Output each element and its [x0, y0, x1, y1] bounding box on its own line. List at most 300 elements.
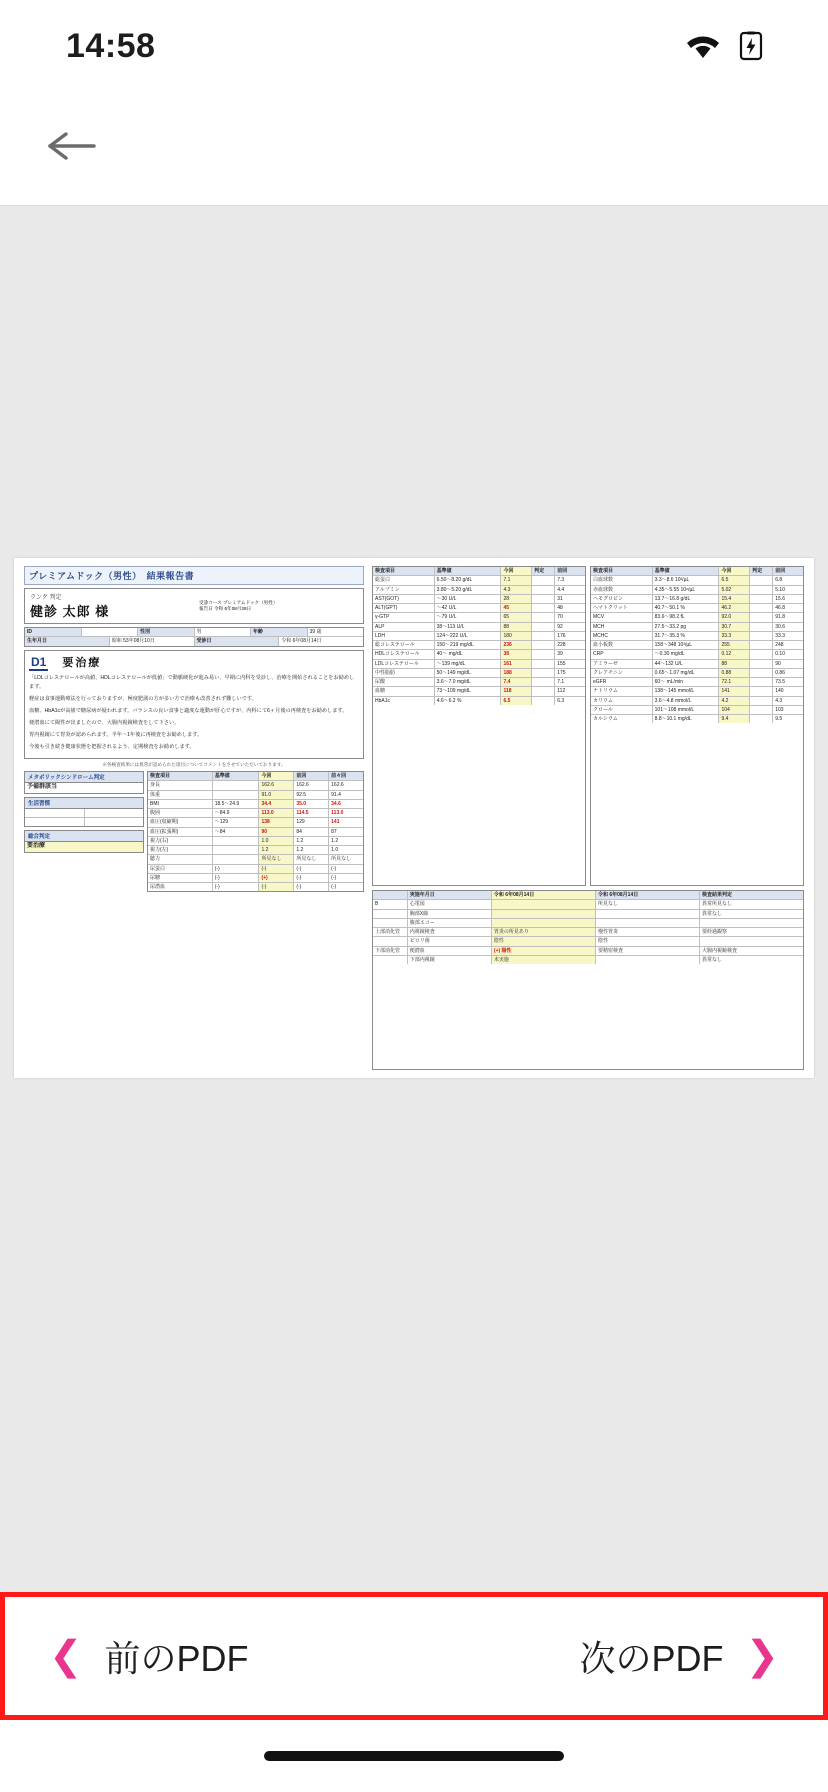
cell: ～42 U/L: [435, 604, 502, 612]
table-row: [373, 910, 803, 919]
cell: 6.5: [501, 697, 532, 705]
cell: 異常なし: [701, 956, 722, 963]
cell: MCH: [591, 623, 653, 631]
cell: 8.8～10.1 mg/dL: [653, 715, 720, 723]
cell: クロール: [591, 706, 653, 714]
cell: 141: [331, 819, 340, 826]
cell: 87: [331, 828, 337, 835]
cell: 9.4: [719, 715, 750, 723]
table-header-row: [148, 772, 363, 781]
cell: 要経過観察: [701, 929, 727, 935]
cell: 90: [259, 828, 294, 836]
cell: アルブミン: [373, 586, 435, 594]
cell: (-): [294, 865, 329, 873]
table-row: [373, 623, 585, 632]
table-row: [591, 576, 803, 585]
cell: [532, 678, 555, 686]
cell: 138: [259, 818, 294, 826]
home-indicator-area: [0, 1720, 828, 1792]
cell: ナトリウム: [591, 687, 653, 695]
cell: [750, 586, 773, 594]
document-title: プレミアムドック（男性） 結果報告書: [24, 566, 364, 585]
cell: 1.0: [331, 847, 339, 854]
cell: [750, 641, 773, 649]
cell: 35.0: [294, 800, 329, 808]
exam-date-value: 令和 6年08月14日: [281, 638, 322, 645]
cell: 上部消化管: [373, 928, 408, 936]
cell: [213, 791, 260, 799]
cell: 28: [501, 595, 532, 603]
cell: (-): [294, 874, 329, 882]
cell: 1.2: [259, 846, 294, 854]
previous-pdf-button[interactable]: [49, 1631, 249, 1682]
table-row: [373, 650, 585, 659]
col-header: 検査結果判定: [701, 892, 732, 898]
pdf-pagination-bar: [0, 1592, 828, 1720]
cell: 体重: [148, 791, 213, 799]
cell: 162.6: [259, 781, 294, 789]
status-indicators: [684, 31, 766, 61]
cell: ～0.30 mg/dL: [653, 650, 720, 658]
cell: 34.6: [331, 800, 341, 807]
judgement-paragraph: 胃内視鏡にて胃炎が認められます。半年～1年後に再検査をお勧めします。: [29, 731, 203, 738]
table-row: [148, 846, 363, 855]
cell: AST(GOT): [373, 595, 435, 603]
cell: (-): [213, 874, 260, 882]
cell: 4.3: [775, 697, 783, 704]
next-pdf-button[interactable]: [579, 1631, 779, 1682]
cell: 0.12: [719, 650, 750, 658]
cell: 44～132 U/L: [653, 660, 720, 668]
sex-label: 性別: [138, 628, 195, 636]
cell: [750, 678, 773, 686]
report-date-value: 令和 6年08月28日: [214, 606, 252, 611]
lab-table-left: [372, 566, 586, 886]
cell: 6.5: [719, 576, 750, 584]
table-row: [591, 613, 803, 622]
cell: 84: [294, 828, 329, 836]
cell: 175: [557, 669, 566, 676]
cell: 31: [557, 595, 563, 602]
cell: 155: [557, 660, 566, 667]
cell: [700, 919, 803, 927]
judgement-paragraph: 便潜血にて陽性が出ましたので、大腸内視鏡検査をして下さい。: [29, 719, 180, 726]
table-row: [591, 678, 803, 687]
cell: 血圧(拡張期): [148, 828, 213, 836]
birth-label: 生年月日: [25, 637, 110, 645]
cell: [373, 919, 408, 927]
cell: 中性脂肪: [373, 669, 435, 677]
judgement-box: [24, 650, 364, 760]
cell: [596, 910, 700, 918]
cell: 陰性: [492, 937, 596, 945]
pdf-page[interactable]: [14, 558, 814, 1078]
cell: (-): [259, 865, 294, 873]
table-row: [591, 623, 803, 632]
table-row: [373, 595, 585, 604]
col-header: 基準値: [653, 567, 720, 575]
cell: 胃炎の所見あり: [492, 928, 596, 936]
table-row: [373, 641, 585, 650]
cell: 聴力: [148, 855, 213, 863]
cell: 92: [557, 623, 563, 630]
cell: ～30 U/L: [435, 595, 502, 603]
table-row: [373, 576, 585, 585]
cell: 236: [501, 641, 532, 649]
cell: 尿蛋白: [148, 865, 213, 873]
col-header: 基準値: [435, 567, 502, 575]
cell: 176: [557, 632, 566, 639]
cell: 114.5: [294, 809, 329, 817]
table-row: [591, 660, 803, 669]
cell: [532, 586, 555, 594]
cell: 1.2: [331, 837, 339, 844]
cell: 4.6～6.2 %: [435, 697, 502, 705]
cell: 118: [501, 687, 532, 695]
cell: 15.4: [719, 595, 750, 603]
cell: 尿糖: [148, 874, 213, 882]
cell: 33.3: [775, 632, 785, 639]
cell: ～79 U/L: [435, 613, 502, 621]
cell: [532, 623, 555, 631]
col-header: 今回: [259, 772, 294, 780]
section-value: 予備群該当: [27, 784, 58, 791]
chevron-left-icon: ❮: [49, 1634, 83, 1678]
table-row: [591, 697, 803, 706]
table-row: [148, 791, 363, 800]
cell: 陰性: [596, 937, 700, 945]
exam-panel: [372, 890, 804, 1070]
cell: 150～219 mg/dL: [435, 641, 502, 649]
cell: 188: [501, 669, 532, 677]
col-header: 実施年月日: [408, 891, 492, 899]
cell: [532, 697, 555, 705]
table-row: [591, 715, 803, 723]
cell: ヘモグロビン: [591, 595, 653, 603]
lab-table-right: [590, 566, 804, 886]
cell: LDLコレステロール: [373, 660, 435, 668]
cell: ～129: [213, 818, 260, 826]
rank-label: ランク 判定: [30, 595, 62, 601]
cell: 慢性胃炎: [596, 928, 700, 936]
cell: 7.4: [501, 678, 532, 686]
cell: 1.0: [259, 837, 294, 845]
cell: MCV: [591, 613, 653, 621]
cell: 尿潜血: [148, 883, 213, 891]
id-value: [82, 628, 139, 636]
cell: [532, 660, 555, 668]
cell: [596, 919, 700, 927]
sex-value: 男: [195, 628, 252, 636]
table-row: [373, 586, 585, 595]
cell: ～139 mg/dL: [435, 660, 502, 668]
cell: 65: [501, 613, 532, 621]
cell: 38～113 U/L: [435, 623, 502, 631]
cell: 91.0: [259, 791, 294, 799]
cell: カリウム: [591, 697, 653, 705]
judgement-code: D1: [31, 654, 47, 669]
cell: 視力(右): [148, 837, 213, 845]
pdf-viewer[interactable]: [0, 206, 828, 1592]
cell: 赤血球数: [591, 586, 653, 594]
age-value: 39 歳: [309, 629, 322, 635]
cell: [700, 937, 803, 945]
lab-tables: [372, 566, 804, 886]
cell: [532, 613, 555, 621]
table-header-row: [591, 567, 803, 576]
cell: 腹部エコー: [408, 919, 492, 927]
cell: 113.0: [331, 810, 344, 817]
cell: HDLコレステロール: [373, 650, 435, 658]
cell: 50～149 mg/dL: [435, 669, 502, 677]
navigation-bar: [0, 92, 828, 206]
cell: (-): [259, 883, 294, 891]
table-row: [25, 637, 363, 645]
cell: 所見なし: [596, 900, 700, 908]
section-title: メタボリックシンドローム判定: [24, 771, 144, 783]
table-row: [591, 706, 803, 715]
cell: 92.5: [294, 791, 329, 799]
cell: 248: [775, 642, 784, 648]
col-header: 今回: [501, 567, 532, 575]
table-row: [148, 818, 363, 827]
cell: [750, 613, 773, 621]
cell: [596, 956, 700, 964]
cell: 下部消化管: [373, 947, 408, 955]
table-row: [148, 837, 363, 846]
col-header: 検査項目: [148, 772, 213, 780]
table-row: [373, 947, 803, 956]
table-row: [373, 660, 585, 669]
table-row: [373, 669, 585, 678]
cell: [492, 900, 596, 908]
cell: 視力(左): [148, 846, 213, 854]
cell: 異常なし: [701, 910, 722, 917]
cell: [750, 576, 773, 584]
cell: 6.8: [775, 577, 783, 584]
cell: CRP: [591, 650, 653, 658]
cell: 70: [557, 614, 563, 621]
cell: 白血球数: [591, 576, 653, 584]
cell: 大腸内視鏡検査: [701, 947, 737, 954]
previous-pdf-label: 前のPDF: [104, 1637, 249, 1679]
cell: 129: [294, 818, 329, 826]
table-row: [373, 928, 803, 937]
cell: ヘマトクリット: [591, 604, 653, 612]
section-value: 要治療: [25, 842, 143, 852]
table-row: [148, 883, 363, 891]
cell: 124～222 U/L: [435, 632, 502, 640]
col-header: 前々回: [331, 773, 347, 780]
cell: [750, 623, 773, 631]
cell: 便潜血: [408, 947, 492, 955]
cell: 88: [501, 623, 532, 631]
cell: 3.6～4.8 mmol/L: [653, 697, 720, 705]
wifi-icon: [684, 32, 722, 60]
cell: 4.3: [501, 586, 532, 594]
cell: BMI: [148, 800, 213, 808]
results-table: [147, 771, 364, 892]
cell: 140: [775, 688, 784, 695]
cell: 40.7～50.1 %: [653, 604, 720, 612]
cell: 255: [719, 641, 750, 649]
table-row: [591, 604, 803, 613]
section-title: 総合判定: [24, 830, 144, 842]
exam-date-label: 受診日: [195, 637, 280, 645]
cell: 30.6: [775, 623, 785, 630]
cell: [213, 846, 260, 854]
cell: 45: [501, 604, 532, 612]
cell: 158～348 10³/µL: [653, 641, 720, 649]
cell: [750, 650, 773, 658]
cell: [532, 576, 555, 584]
cell: 112: [557, 688, 566, 695]
next-pdf-label: 次のPDF: [579, 1637, 724, 1679]
course-label: 受診コース: [199, 600, 222, 605]
cell: ～84.9: [213, 809, 260, 817]
cell: 30.7: [719, 623, 750, 631]
table-row: [148, 781, 363, 790]
cell: 27.5～33.2 pg: [653, 623, 720, 631]
cell: 15.6: [775, 595, 785, 602]
judgement-label: 要治療: [62, 656, 102, 669]
home-indicator[interactable]: [264, 1751, 564, 1761]
cell: (-): [331, 884, 337, 891]
cell: HbA1c: [373, 697, 435, 705]
col-header: 判定: [750, 567, 773, 575]
judgement-text: [29, 674, 359, 753]
pdf-left-column: [24, 566, 364, 1070]
cell: 下部内視鏡: [408, 956, 492, 964]
cell: 3.80～5.20 g/dL: [435, 586, 502, 594]
cell: 90: [775, 660, 781, 667]
cell: 心電図: [408, 900, 492, 908]
status-time: 14:58: [66, 26, 156, 65]
cell: 141: [719, 687, 750, 695]
table-row: [591, 641, 803, 650]
cell: 3.3～8.6 10³/µL: [653, 576, 720, 584]
col-header: 令和 6年08月14日: [492, 891, 596, 899]
judgement-header: [29, 654, 359, 671]
cell: eGFR: [591, 678, 653, 686]
cell: 6.50～8.20 g/dL: [435, 576, 502, 584]
table-header-row: [373, 567, 585, 576]
cell: 34.4: [259, 800, 294, 808]
cell: 162.6: [294, 781, 329, 789]
table-row: [591, 595, 803, 604]
battery-charging-icon: [736, 31, 766, 61]
cell: (+) 陽性: [492, 947, 596, 955]
cell: (-): [294, 883, 329, 891]
cell: 5.02: [719, 586, 750, 594]
cell: 92.0: [719, 613, 750, 621]
cell: [373, 910, 408, 918]
cell: 31.7～35.3 %: [653, 632, 720, 640]
cell: 1.2: [294, 837, 329, 845]
back-button[interactable]: [36, 113, 108, 185]
pdf-right-column: [372, 566, 804, 1070]
cell: [213, 837, 260, 845]
cell: [532, 632, 555, 640]
cell: [750, 706, 773, 714]
cell: 104: [719, 706, 750, 714]
cell: 総蛋白: [373, 576, 435, 584]
cell: [373, 937, 408, 945]
judgement-paragraph: 血糖、HbA1cが高値で糖尿病が疑われます。バランスの良い食事と適度な運動が肝心ですが、内科にて6ヶ月後の再検査をお勧めします。: [29, 707, 348, 714]
table-row: [25, 628, 363, 637]
cell: 60～ mL/min: [653, 678, 720, 686]
cell: 身長: [148, 781, 213, 789]
cell: [750, 697, 773, 705]
cell: 9.5: [775, 716, 783, 722]
table-row: [373, 956, 803, 964]
table-row: [591, 586, 803, 595]
col-header: 判定: [532, 567, 555, 575]
cell: γ-GTP: [373, 613, 435, 621]
table-row: [591, 687, 803, 696]
cell: [492, 919, 596, 927]
cell: 7.1: [557, 679, 565, 685]
table-row: [591, 632, 803, 641]
cell: 88: [719, 660, 750, 668]
col-header: 検査項目: [591, 567, 653, 575]
cell: (-): [331, 865, 337, 872]
cell: 103: [775, 706, 784, 713]
cell: 4.4: [557, 586, 565, 593]
cell: カルシウム: [591, 715, 653, 723]
patient-info-table: [24, 627, 364, 647]
cell: (+): [259, 874, 294, 882]
cell: ALT(GPT): [373, 604, 435, 612]
cell: 所見なし: [294, 855, 329, 863]
cell: 血小板数: [591, 641, 653, 649]
col-header: 検査項目: [373, 567, 435, 575]
course-value: プレミアムドック（男性）: [223, 600, 278, 605]
cell: 40～ mg/dL: [435, 650, 502, 658]
cell: MCHC: [591, 632, 653, 640]
cell: 7.1: [501, 576, 532, 584]
cell: アミラーゼ: [591, 660, 653, 668]
cell: ALP: [373, 623, 435, 631]
cell: [750, 604, 773, 612]
cell: 5.10: [775, 586, 785, 593]
col-header: 前回: [294, 772, 329, 780]
table-header-row: [373, 891, 803, 900]
cell: 4.35～5.55 10⁶/µL: [653, 586, 720, 594]
cell: 162.6: [331, 782, 344, 789]
cell: 138～145 mmol/L: [653, 687, 720, 695]
cell: 0.10: [775, 651, 785, 658]
col-header: 令和 6年08月14日: [596, 891, 700, 899]
cell: ピロリ菌: [408, 937, 492, 945]
cell: 6.3: [557, 697, 565, 704]
cell: [750, 669, 773, 677]
cell: 101～108 mmol/L: [653, 706, 720, 714]
cell: 83.6～98.2 fL: [653, 613, 720, 621]
table-row: [373, 632, 585, 641]
cell: (-): [331, 874, 337, 881]
cell: クレアチニン: [591, 669, 653, 677]
status-bar: [0, 0, 828, 92]
judgement-paragraph: 「LDLコレステロールが高値、HDLコレステロールが低値」で動脈硬化が進み易い、早期に内科を受診し、治療を開始されることをお勧めします。: [29, 674, 355, 690]
cell: [750, 715, 773, 723]
cell: 161: [501, 660, 532, 668]
cell: 尿酸: [373, 678, 435, 686]
judgement-note: ※各検査結果には異常が認められた項目についてコメントをさせていただいております。: [102, 762, 286, 768]
cell: [750, 595, 773, 603]
cell: 総コレステロール: [373, 641, 435, 649]
table-row: [373, 678, 585, 687]
